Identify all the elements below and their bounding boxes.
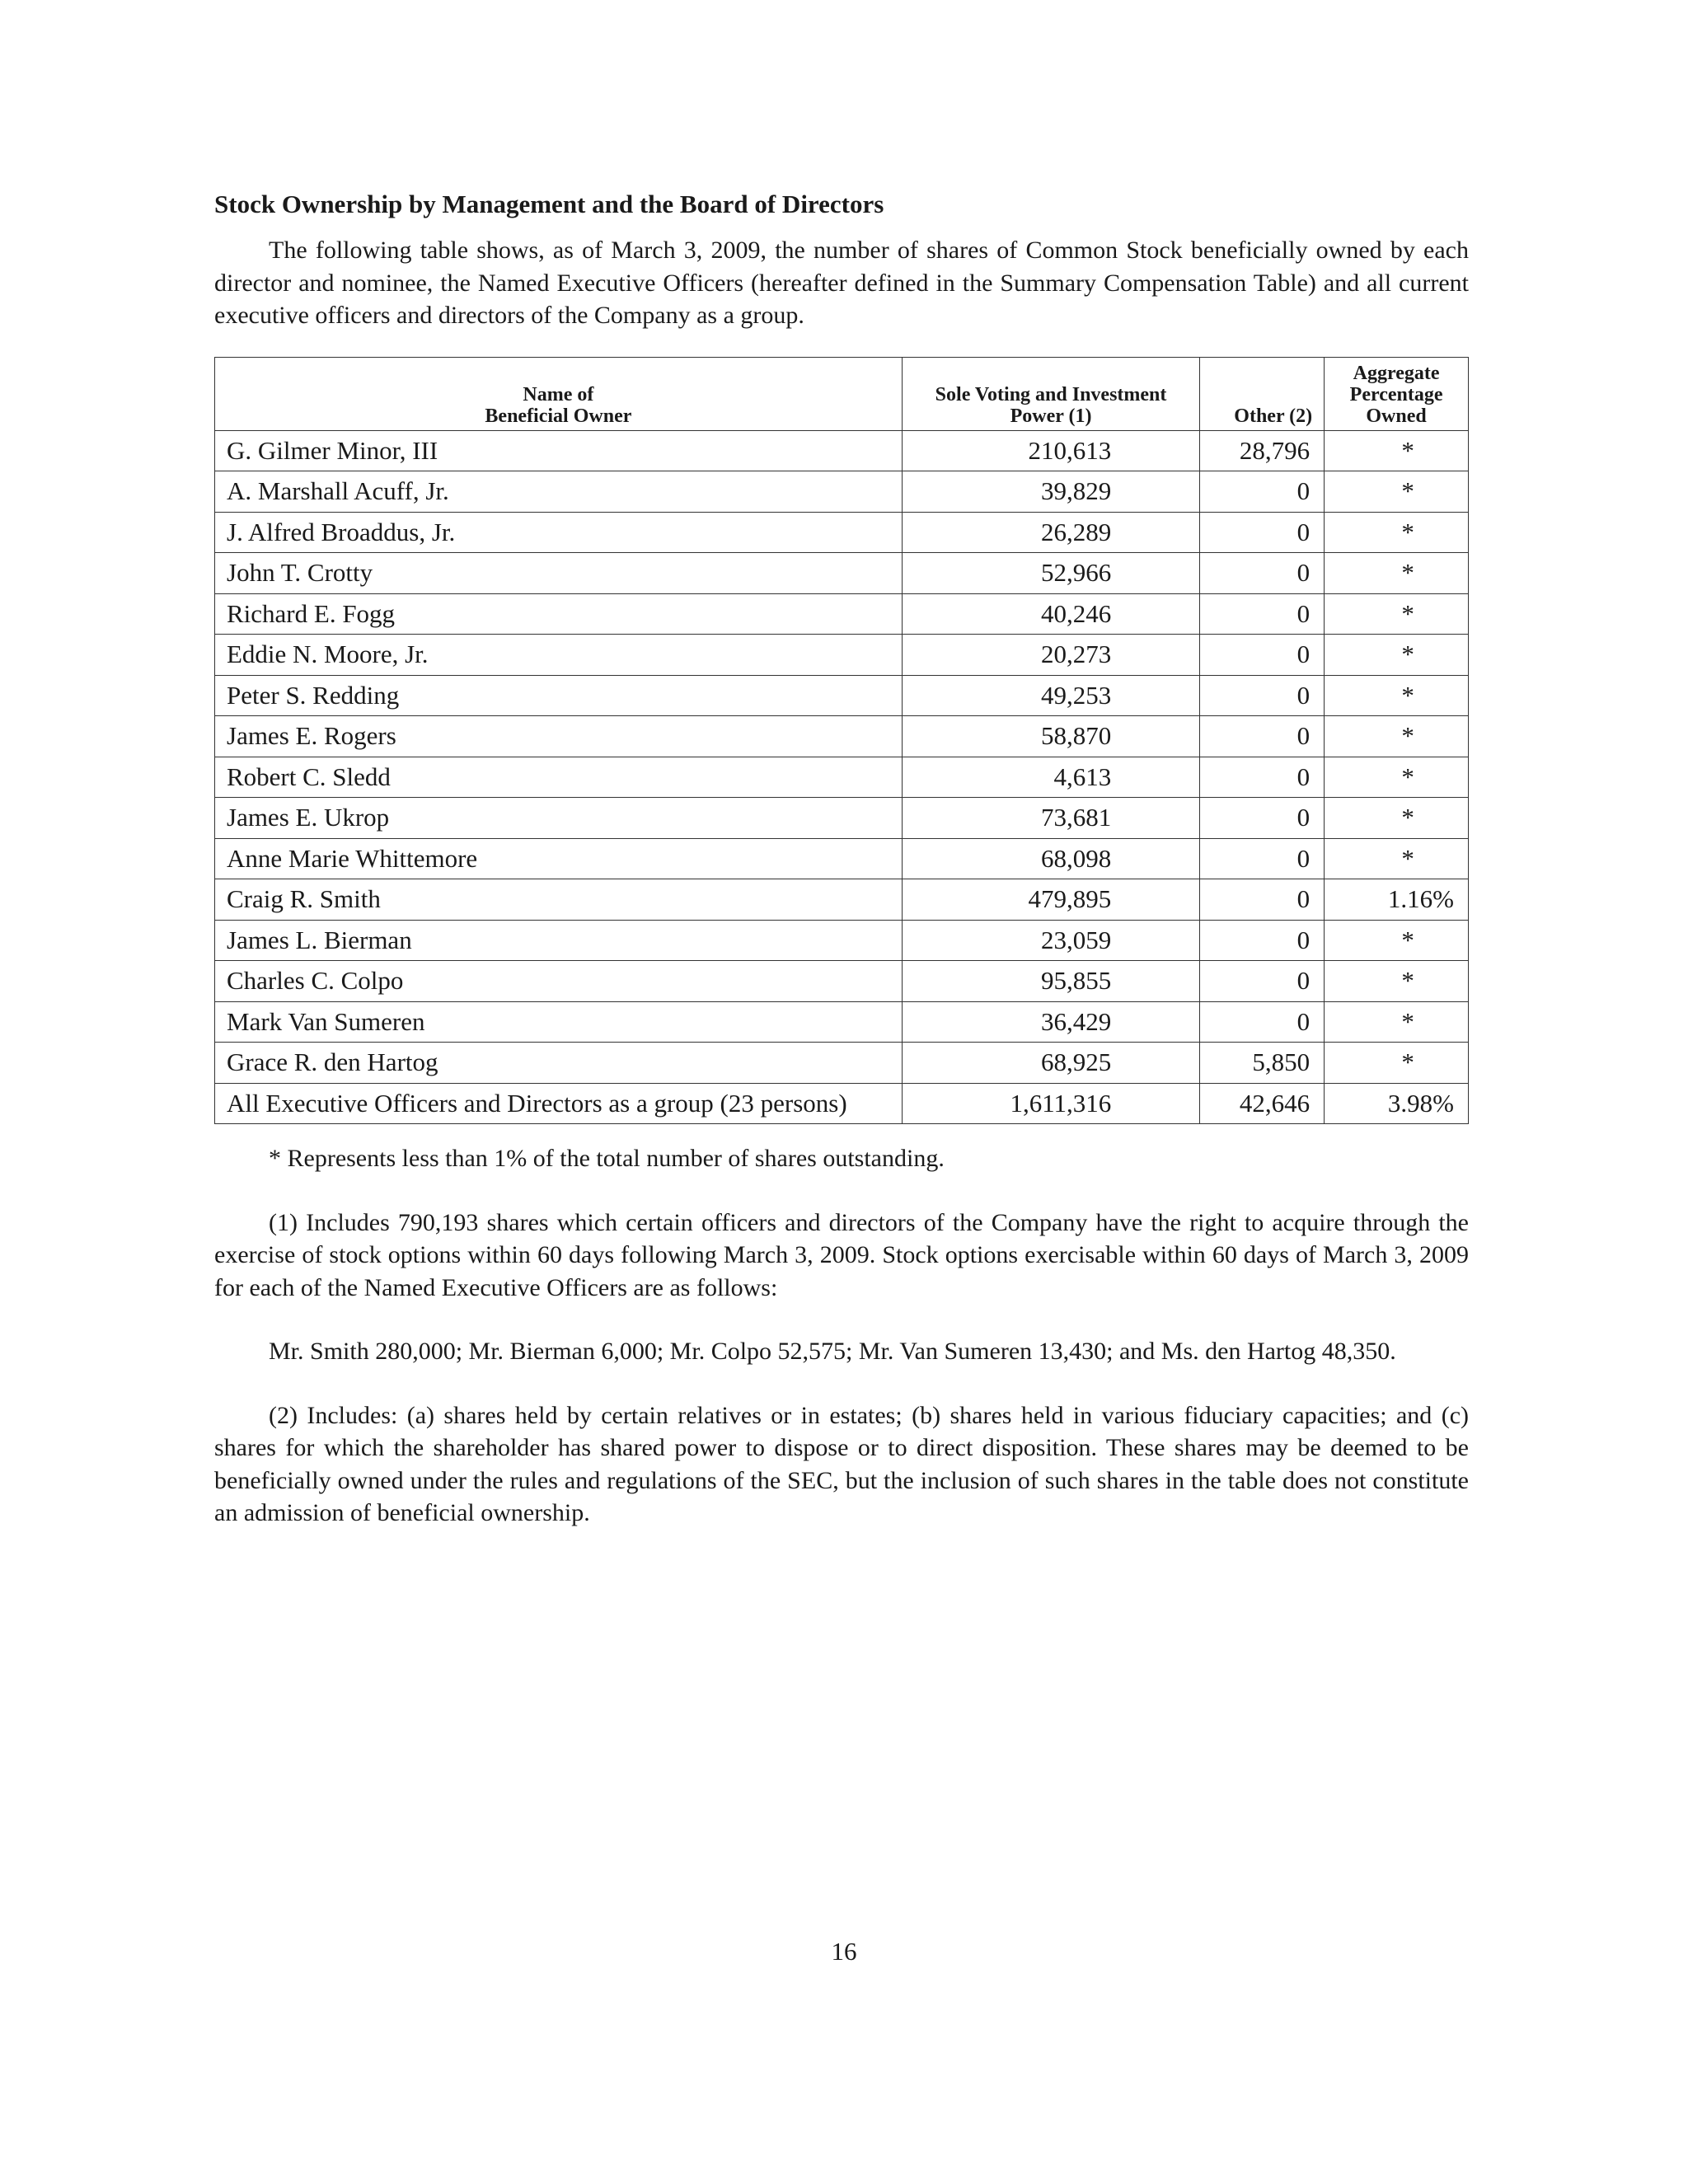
- other-value: 28,796: [1200, 430, 1325, 471]
- options-detail: Mr. Smith 280,000; Mr. Bierman 6,000; Mr. Colpo 52,575; Mr. Van Sumeren 13,430; and Ms. den Hartog 48,350.: [269, 1338, 1396, 1365]
- header-sole-voting: Sole Voting and Investment Power (1): [902, 357, 1200, 430]
- owner-name: Mark Van Sumeren: [215, 1001, 903, 1043]
- other-value: 0: [1200, 471, 1325, 513]
- sole-voting-value: 23,059: [902, 920, 1200, 961]
- aggregate-percentage-value: *: [1325, 716, 1469, 757]
- aggregate-percentage-value: 3.98%: [1325, 1083, 1469, 1124]
- aggregate-percentage-value: *: [1325, 1001, 1469, 1043]
- page-number: 16: [831, 1937, 857, 1966]
- other-value: 0: [1200, 961, 1325, 1002]
- table-row: [215, 1001, 1469, 1043]
- table-row: [215, 1083, 1469, 1124]
- table-row: [215, 757, 1469, 798]
- owner-name: James E. Rogers: [215, 716, 903, 757]
- sole-voting-value: 210,613: [902, 430, 1200, 471]
- owner-name: Robert C. Sledd: [215, 757, 903, 798]
- owner-name: James L. Bierman: [215, 920, 903, 961]
- aggregate-percentage-value: *: [1325, 838, 1469, 879]
- sole-voting-value: 68,925: [902, 1043, 1200, 1084]
- aggregate-percentage-value: *: [1325, 553, 1469, 594]
- sole-voting-value: 73,681: [902, 798, 1200, 839]
- sole-voting-value: 26,289: [902, 512, 1200, 553]
- table-row: [215, 430, 1469, 471]
- owner-name: John T. Crotty: [215, 553, 903, 594]
- table-row: [215, 471, 1469, 513]
- other-value: 42,646: [1200, 1083, 1325, 1124]
- table-row: [215, 920, 1469, 961]
- table-row: [215, 716, 1469, 757]
- sole-voting-value: 52,966: [902, 553, 1200, 594]
- owner-name: Eddie N. Moore, Jr.: [215, 635, 903, 676]
- table-row: [215, 879, 1469, 921]
- aggregate-percentage-value: *: [1325, 675, 1469, 716]
- aggregate-percentage-value: *: [1325, 1043, 1469, 1084]
- table-row: [215, 635, 1469, 676]
- table-row: [215, 798, 1469, 839]
- sole-voting-value: 20,273: [902, 635, 1200, 676]
- table-row: [215, 1043, 1469, 1084]
- other-value: 0: [1200, 757, 1325, 798]
- other-value: 0: [1200, 838, 1325, 879]
- table-row: [215, 593, 1469, 635]
- owner-name: All Executive Officers and Directors as a group (23 persons): [215, 1083, 903, 1124]
- aggregate-percentage-value: *: [1325, 430, 1469, 471]
- owner-name: Anne Marie Whittemore: [215, 838, 903, 879]
- sole-voting-value: 58,870: [902, 716, 1200, 757]
- aggregate-percentage-value: *: [1325, 635, 1469, 676]
- aggregate-percentage-value: *: [1325, 961, 1469, 1002]
- ownership-table: [214, 357, 1469, 1125]
- owner-name: Charles C. Colpo: [215, 961, 903, 1002]
- section-heading: Stock Ownership by Management and the Board of Directors: [214, 190, 884, 218]
- sole-voting-value: 4,613: [902, 757, 1200, 798]
- aggregate-percentage-value: *: [1325, 593, 1469, 635]
- owner-name: A. Marshall Acuff, Jr.: [215, 471, 903, 513]
- other-value: 0: [1200, 675, 1325, 716]
- sole-voting-value: 68,098: [902, 838, 1200, 879]
- table-row: [215, 553, 1469, 594]
- other-value: 0: [1200, 553, 1325, 594]
- footnote-1: (1) Includes 790,193 shares which certain officers and directors of the Company have the right to acquire through the exercise of stock options within 60 days following March 3, 2009. Stock options exercisable within 60 days of March 3, 2009 for each of the Named Executive Officers are as follows:: [214, 1208, 1469, 1301]
- table-header-row: [215, 357, 1469, 430]
- table-row: [215, 512, 1469, 553]
- owner-name: James E. Ukrop: [215, 798, 903, 839]
- other-value: 0: [1200, 920, 1325, 961]
- owner-name: Richard E. Fogg: [215, 593, 903, 635]
- table-row: [215, 675, 1469, 716]
- sole-voting-value: 40,246: [902, 593, 1200, 635]
- sole-voting-value: 36,429: [902, 1001, 1200, 1043]
- other-value: 0: [1200, 512, 1325, 553]
- owner-name: J. Alfred Broaddus, Jr.: [215, 512, 903, 553]
- other-value: 0: [1200, 593, 1325, 635]
- owner-name: Grace R. den Hartog: [215, 1043, 903, 1084]
- owner-name: Craig R. Smith: [215, 879, 903, 921]
- other-value: 0: [1200, 635, 1325, 676]
- header-name: Name of Beneficial Owner: [215, 357, 903, 430]
- aggregate-percentage-value: *: [1325, 757, 1469, 798]
- sole-voting-value: 479,895: [902, 879, 1200, 921]
- aggregate-percentage-value: *: [1325, 471, 1469, 513]
- table-row: [215, 838, 1469, 879]
- owner-name: Peter S. Redding: [215, 675, 903, 716]
- table-body: [215, 430, 1469, 1124]
- owner-name: G. Gilmer Minor, III: [215, 430, 903, 471]
- document-page: [214, 188, 1469, 1530]
- intro-paragraph: The following table shows, as of March 3, 2009, the number of shares of Common Stock beneficially owned by each director and nominee, the Named Executive Officers (hereafter defined in the Summary Compensation Table) and all current executive officers and directors of the Company as a group.: [214, 237, 1469, 329]
- other-value: 0: [1200, 716, 1325, 757]
- sole-voting-value: 39,829: [902, 471, 1200, 513]
- other-value: 0: [1200, 1001, 1325, 1043]
- sole-voting-value: 95,855: [902, 961, 1200, 1002]
- asterisk-note: * Represents less than 1% of the total number of shares outstanding.: [269, 1145, 945, 1172]
- table-row: [215, 961, 1469, 1002]
- header-other: Other (2): [1200, 357, 1325, 430]
- aggregate-percentage-value: 1.16%: [1325, 879, 1469, 921]
- aggregate-percentage-value: *: [1325, 798, 1469, 839]
- header-aggregate-percentage: Aggregate Percentage Owned: [1325, 357, 1469, 430]
- other-value: 5,850: [1200, 1043, 1325, 1084]
- other-value: 0: [1200, 879, 1325, 921]
- aggregate-percentage-value: *: [1325, 512, 1469, 553]
- aggregate-percentage-value: *: [1325, 920, 1469, 961]
- footnote-2: (2) Includes: (a) shares held by certain relatives or in estates; (b) shares held in various fiduciary capacities; and (c) shares for which the shareholder has shared power to dispose or to direct disposition. These shares may be deemed to be beneficially owned under the rules and regulations of the SEC, but the inclusion of such shares in the table does not constitute an admission of beneficial ownership.: [214, 1401, 1469, 1526]
- other-value: 0: [1200, 798, 1325, 839]
- sole-voting-value: 49,253: [902, 675, 1200, 716]
- sole-voting-value: 1,611,316: [902, 1083, 1200, 1124]
